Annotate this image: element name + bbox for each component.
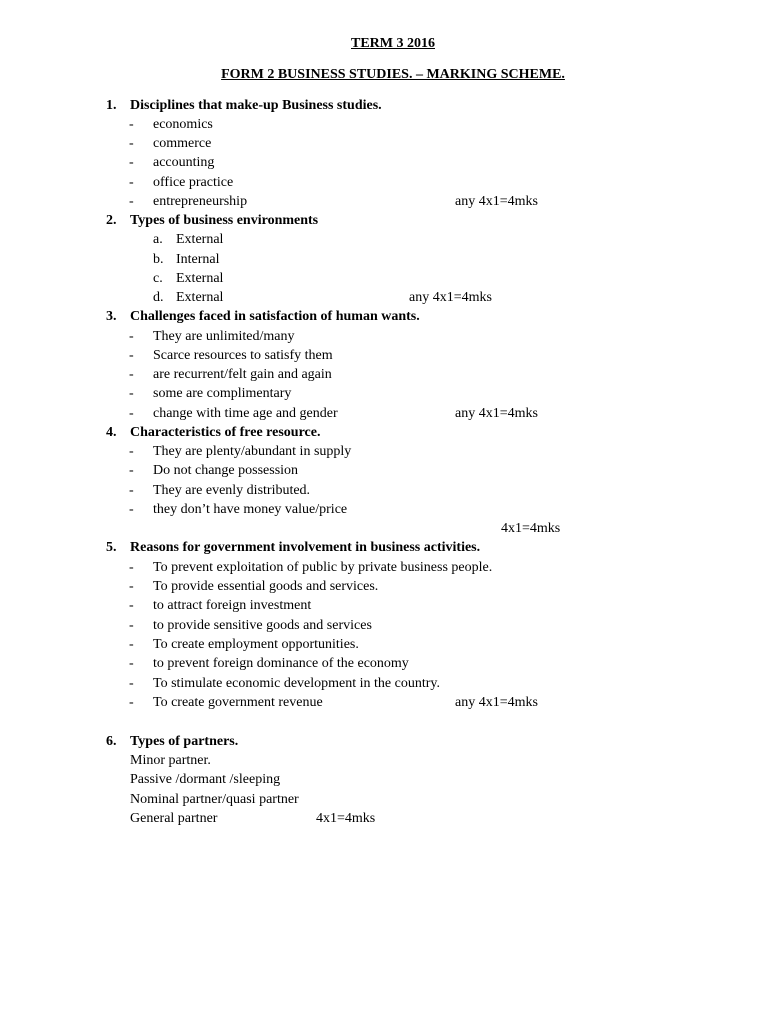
item-text: commerce: [153, 136, 212, 151]
bullet-dash: -: [129, 329, 134, 344]
item-text: they don’t have money value/price: [153, 502, 348, 517]
question-title: Reasons for government involvement in business activities.: [130, 540, 481, 555]
question-title: Characteristics of free resource.: [130, 425, 321, 440]
bullet-dash: -: [129, 194, 134, 209]
question-number: 3.: [106, 309, 117, 324]
item-text: External: [176, 290, 224, 305]
item-text: Scarce resources to satisfy them: [153, 348, 333, 363]
marks-allocation: 4x1=4mks: [501, 521, 561, 536]
question-title: Disciplines that make-up Business studies.: [130, 98, 382, 113]
item-text: Do not change possession: [153, 463, 299, 478]
question-5-heading: [106, 540, 480, 556]
bullet-dash: -: [129, 676, 134, 691]
marks-allocation: any 4x1=4mks: [455, 194, 538, 209]
bullet-dash: -: [129, 367, 134, 382]
item-text: change with time age and gender: [153, 406, 338, 421]
item-text: are recurrent/felt gain and again: [153, 367, 332, 382]
question-title: Challenges faced in satisfaction of human wants.: [130, 309, 420, 324]
bullet-dash: -: [129, 136, 134, 151]
bullet-dash: -: [129, 598, 134, 613]
item-text: accounting: [153, 155, 215, 170]
item-text: economics: [153, 117, 213, 132]
item-letter: a.: [153, 232, 163, 247]
item-text: External: [176, 271, 224, 286]
bullet-dash: -: [129, 117, 134, 132]
item-text: Nominal partner/quasi partner: [130, 792, 299, 807]
item-text: To stimulate economic development in the country.: [153, 676, 440, 691]
item-text: General partner: [130, 811, 218, 826]
item-letter: d.: [153, 290, 164, 305]
item-text: They are plenty/abundant in supply: [153, 444, 352, 459]
item-text: External: [176, 232, 224, 247]
bullet-dash: -: [129, 560, 134, 575]
item-text: To provide essential goods and services.: [153, 579, 379, 594]
bullet-dash: -: [129, 386, 134, 401]
question-number: 4.: [106, 425, 117, 440]
item-text: Minor partner.: [130, 753, 211, 768]
item-text: They are evenly distributed.: [153, 483, 311, 498]
question-number: 2.: [106, 213, 117, 228]
question-number: 1.: [106, 98, 117, 113]
question-4-heading: [106, 425, 320, 441]
item-text: some are complimentary: [153, 386, 292, 401]
item-text: entrepreneurship: [153, 194, 248, 209]
item-text: Passive /dormant /sleeping: [130, 772, 281, 787]
question-3-heading: [106, 309, 420, 325]
item-text: They are unlimited/many: [153, 329, 295, 344]
item-text: office practice: [153, 175, 234, 190]
bullet-dash: -: [129, 579, 134, 594]
question-title: Types of business environments: [130, 213, 319, 228]
item-text: Internal: [176, 252, 220, 267]
bullet-dash: -: [129, 656, 134, 671]
bullet-dash: -: [129, 695, 134, 710]
item-text: to provide sensitive goods and services: [153, 618, 372, 633]
item-letter: b.: [153, 252, 164, 267]
bullet-dash: -: [129, 502, 134, 517]
bullet-dash: -: [129, 155, 134, 170]
marks-allocation: any 4x1=4mks: [409, 290, 492, 305]
bullet-dash: -: [129, 348, 134, 363]
question-2-heading: [106, 213, 318, 229]
item-text: to attract foreign investment: [153, 598, 312, 613]
marks-allocation: 4x1=4mks: [316, 811, 376, 826]
question-title: Types of partners.: [130, 734, 239, 749]
document-title: FORM 2 BUSINESS STUDIES. – MARKING SCHEME.: [221, 67, 565, 82]
item-text: to prevent foreign dominance of the economy: [153, 656, 409, 671]
bullet-dash: -: [129, 483, 134, 498]
bullet-dash: -: [129, 175, 134, 190]
question-1-heading: [106, 98, 382, 114]
marks-allocation: any 4x1=4mks: [455, 695, 538, 710]
question-number: 5.: [106, 540, 117, 555]
bullet-dash: -: [129, 463, 134, 478]
bullet-dash: -: [129, 444, 134, 459]
item-text: To create government revenue: [153, 695, 323, 710]
item-letter: c.: [153, 271, 163, 286]
item-text: To create employment opportunities.: [153, 637, 359, 652]
bullet-dash: -: [129, 618, 134, 633]
marks-allocation: any 4x1=4mks: [455, 406, 538, 421]
term-heading: TERM 3 2016: [351, 36, 435, 51]
question-number: 6.: [106, 734, 117, 749]
item-text: To prevent exploitation of public by private business people.: [153, 560, 493, 575]
question-6-heading: [106, 734, 238, 750]
bullet-dash: -: [129, 406, 134, 421]
bullet-dash: -: [129, 637, 134, 652]
